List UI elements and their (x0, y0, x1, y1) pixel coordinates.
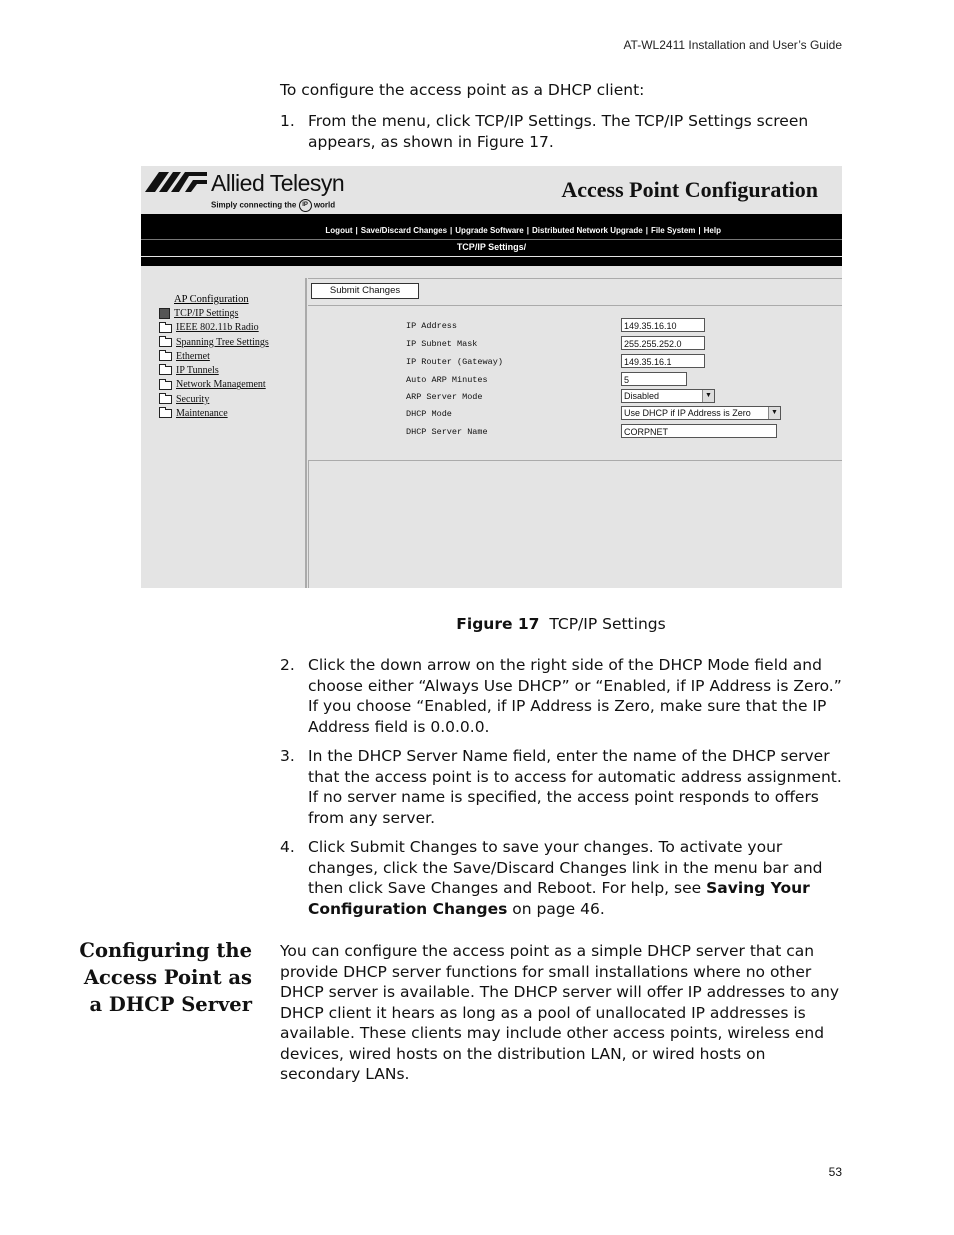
tagline-left: Simply connecting the (211, 200, 297, 210)
logo-wordmark: Allied Telesyn (211, 170, 345, 196)
menu-help[interactable]: Help (703, 226, 721, 235)
field-label: DHCP Mode (406, 409, 452, 419)
heading-line: Configuring the (79, 939, 252, 962)
folder-icon (159, 395, 172, 404)
form-row-dhcp-mode (308, 406, 842, 423)
black-bar-bottom (141, 257, 842, 266)
cross-reference-link[interactable]: Saving Your Configuration Changes (308, 879, 810, 918)
sidebar (141, 278, 307, 588)
step-text-post: on page 46. (507, 899, 605, 918)
field-label: IP Subnet Mask (406, 339, 478, 349)
sidebar-item-label: TCP/IP Settings (174, 308, 239, 319)
step-number: 1. (280, 112, 295, 130)
figure-label: Figure 17 (456, 615, 540, 633)
tcpip-settings-screenshot (141, 166, 842, 588)
step-text: In the DHCP Server Name field, enter the name of the DHCP server that the access point is to access for automatic address assignment. If no server name is specified, the access point responds to offers from any server. (308, 747, 842, 827)
select-value: Use DHCP if IP Address is Zero (624, 408, 751, 418)
form-row-arp-server-mode (308, 389, 842, 406)
step-2 (280, 655, 842, 737)
folder-icon (159, 324, 172, 333)
form-row-auto-arp (308, 372, 842, 389)
menu-upgrade-software[interactable]: Upgrade Software (455, 226, 524, 235)
sidebar-item-spanning-tree[interactable] (159, 337, 269, 351)
figure-title: TCP/IP Settings (549, 615, 666, 633)
ip-badge: IP (299, 199, 312, 212)
chevron-down-icon[interactable]: ▼ (702, 390, 714, 402)
field-label: IP Address (406, 321, 458, 331)
menu-bar: Logout | Save/Discard Changes | Upgrade Software | Distributed Network Upgrade | File System | Help (141, 223, 842, 239)
field-label: IP Router (Gateway) (406, 357, 503, 367)
gateway-input[interactable]: 149.35.16.1 (621, 354, 705, 368)
auto-arp-input[interactable]: 5 (621, 372, 687, 386)
subnet-mask-input[interactable]: 255.255.252.0 (621, 336, 705, 350)
sidebar-title[interactable]: AP Configuration (174, 294, 249, 305)
sidebar-item-network-management[interactable] (159, 379, 269, 393)
step-4 (280, 837, 842, 919)
running-header: AT-WL2411 Installation and User’s Guide (623, 38, 842, 52)
menu-save-discard[interactable]: Save/Discard Changes (360, 226, 448, 235)
sidebar-item-label: Spanning Tree Settings (176, 336, 269, 348)
ip-address-input[interactable]: 149.35.16.10 (621, 318, 705, 332)
sidebar-item-label: Ethernet (176, 350, 210, 362)
menu-logout[interactable]: Logout (325, 226, 353, 235)
tagline-right: world (313, 200, 336, 210)
folder-icon (159, 381, 172, 390)
folder-icon (159, 338, 172, 347)
divider (308, 278, 842, 279)
page-number: 53 (828, 1165, 842, 1179)
black-bar (141, 214, 842, 223)
sidebar-item-label: Security (176, 393, 210, 405)
form-row-gateway (308, 354, 842, 371)
sidebar-item-label: Network Management (176, 379, 266, 391)
folder-icon (159, 366, 172, 375)
sidebar-nav (159, 308, 269, 422)
dhcp-mode-select[interactable] (621, 406, 781, 420)
screenshot-header (141, 166, 842, 214)
page-icon (159, 308, 170, 319)
sidebar-item-radio[interactable] (159, 322, 269, 336)
breadcrumb: TCP/IP Settings/ (141, 239, 842, 256)
menu-file-system[interactable]: File System (650, 226, 696, 235)
select-value: Disabled (624, 391, 660, 401)
sidebar-item-ip-tunnels[interactable] (159, 365, 269, 379)
main-empty-area (308, 460, 842, 588)
sidebar-item-security[interactable] (159, 394, 269, 408)
step-number: 2. (280, 656, 295, 674)
allied-telesyn-logo (145, 172, 365, 210)
step-text-pre: Click Submit Changes to save your changes. To activate your changes, click the Save/Discard Changes link in the menu bar and then click Save Changes and Reboot. For help, see (308, 838, 823, 897)
steps-list-top (280, 111, 842, 161)
chevron-down-icon[interactable]: ▼ (768, 407, 780, 419)
heading-line: Access Point as (83, 966, 252, 989)
field-label: DHCP Server Name (406, 427, 488, 437)
sidebar-item-maintenance[interactable] (159, 408, 269, 422)
steps-list-bottom (280, 655, 842, 928)
heading-line: a DHCP Server (89, 993, 252, 1016)
tcpip-form (308, 305, 842, 461)
step-number: 3. (280, 747, 295, 765)
step-1 (280, 111, 842, 152)
section-body: You can configure the access point as a simple DHCP server that can provide DHCP server functions for small installations where no other DHCP server is available. The DHCP server will offer IP addresses to any DHCP client it hears as long as a pool of unallocated IP addresses is available. These clients may include other access points, wireless end devices, wired hosts on the distribution LAN, or wired hosts on secondary LANs. (280, 942, 840, 1083)
step-text: Click the down arrow on the right side of the DHCP Mode field and choose either “Always Use DHCP” or “Enabled, if IP Address is Zero.” If you choose “Enabled, if IP Address is Zero, make sure that the IP Address field is 0.0.0.0. (308, 656, 842, 736)
form-row-dhcp-server-name (308, 424, 842, 441)
form-row-subnet-mask (308, 336, 842, 353)
step-3 (280, 746, 842, 828)
folder-icon (159, 409, 172, 418)
sidebar-item-ethernet[interactable] (159, 351, 269, 365)
step-text (308, 838, 822, 918)
step-text: From the menu, click TCP/IP Settings. The TCP/IP Settings screen appears, as shown in Figure 17. (308, 112, 809, 151)
figure-caption (0, 615, 954, 633)
step-number: 4. (280, 838, 295, 856)
form-row-ip-address (308, 318, 842, 335)
arp-server-mode-select[interactable] (621, 389, 715, 403)
logo-tagline (211, 199, 335, 212)
menu-distributed-upgrade[interactable]: Distributed Network Upgrade (532, 226, 643, 235)
field-label: ARP Server Mode (406, 392, 483, 402)
folder-icon (159, 352, 172, 361)
dhcp-server-name-input[interactable]: CORPNET (621, 424, 777, 438)
screenshot-title: Access Point Configuration (561, 177, 818, 202)
submit-changes-button[interactable]: Submit Changes (311, 283, 419, 299)
allied-telesyn-logo-icon (145, 172, 207, 192)
sidebar-item-label: IEEE 802.11b Radio (176, 322, 259, 334)
section-heading (60, 937, 252, 1018)
field-label: Auto ARP Minutes (406, 375, 488, 385)
intro-text: To configure the access point as a DHCP client: (280, 81, 645, 99)
sidebar-item-tcpip[interactable] (159, 308, 269, 322)
sidebar-item-label: Maintenance (176, 408, 228, 420)
sidebar-item-label: IP Tunnels (176, 365, 219, 377)
